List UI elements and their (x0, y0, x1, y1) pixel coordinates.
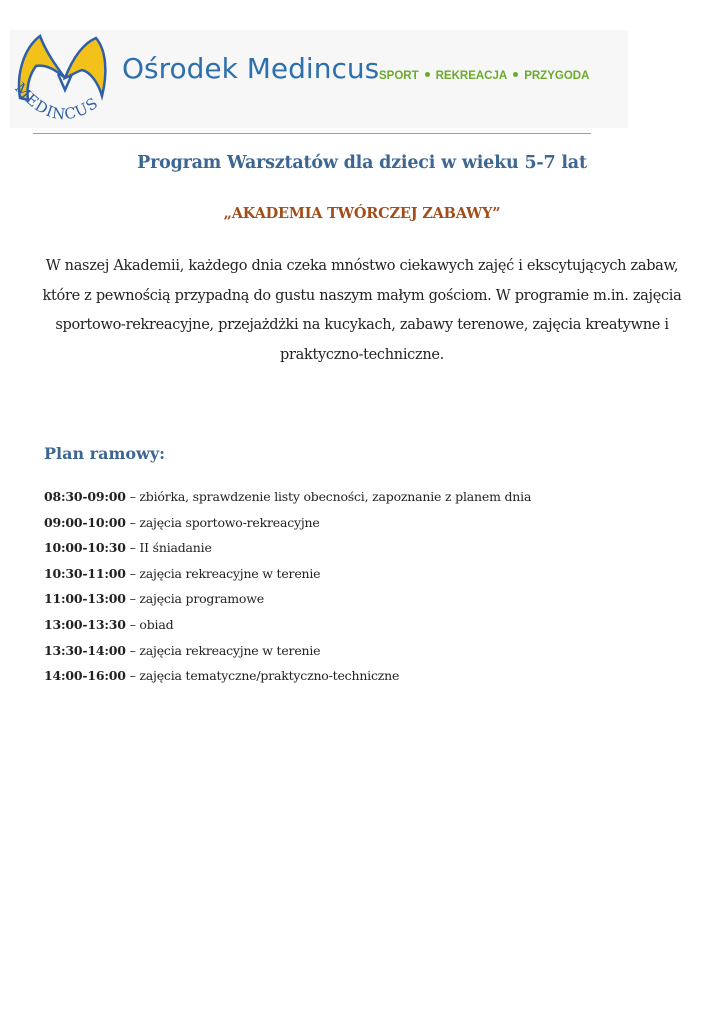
schedule-item (44, 484, 531, 510)
schedule-time: 13:30-14:00 (44, 642, 126, 658)
tagline (379, 70, 589, 82)
schedule-item (44, 535, 531, 561)
schedule-activity: – zajęcia rekreacyjne w terenie (125, 565, 321, 581)
schedule-item (44, 638, 531, 664)
intro-paragraph: W naszej Akademii, każdego dnia czeka mnóstwo ciekawych zajęć i ekscytujących zabaw, które z pewnością przypadną do gustu naszym małym gościom. W programie m.in. zajęcia sportowo-rekreacyjne, przejażdżki na kucykach, zabawy terenowe, zajęcia kreatywne i praktyczno-techniczne. (42, 258, 682, 363)
schedule-activity: – II śniadanie (125, 540, 212, 556)
plan-heading: Plan ramowy: (44, 444, 166, 463)
header-divider (33, 133, 591, 134)
document-title: Program Warsztatów dla dzieci w wieku 5-7 lat (137, 153, 587, 173)
tagline-rekreacja: REKREACJA (435, 70, 508, 82)
bullet-dot-icon (425, 72, 430, 77)
tagline-sport: SPORT (379, 70, 419, 82)
schedule-activity: – obiad (125, 616, 174, 632)
brand-name: Ośrodek Medincus (122, 52, 380, 85)
schedule-activity: – zajęcia programowe (125, 591, 264, 607)
logo-wordmark: MEDINCUS (10, 79, 102, 124)
schedule-time: 09:00-10:00 (44, 514, 126, 530)
schedule-activity: – zajęcia rekreacyjne w terenie (125, 642, 321, 658)
schedule-time: 11:00-13:00 (44, 591, 126, 607)
schedule-activity: – zajęcia sportowo-rekreacyjne (125, 514, 320, 530)
schedule-item (44, 586, 531, 612)
schedule-activity: – zajęcia tematyczne/praktyczno-techniczne (125, 668, 400, 684)
schedule-time: 10:00-10:30 (44, 540, 126, 556)
tagline-przygoda: PRZYGODA (524, 70, 590, 82)
schedule-item (44, 561, 531, 587)
schedule-time: 08:30-09:00 (44, 489, 126, 504)
schedule-time: 13:00-13:30 (44, 616, 126, 632)
medincus-logo (10, 30, 120, 128)
schedule-list (44, 484, 531, 689)
schedule-item (44, 510, 531, 536)
schedule-time: 10:30-11:00 (44, 565, 126, 581)
schedule-item (44, 663, 531, 689)
document-subtitle: „AKADEMIA TWÓRCZEJ ZABAWY” (223, 205, 501, 222)
letterhead (10, 30, 628, 128)
schedule-item (44, 612, 531, 638)
schedule-activity: – zbiórka, sprawdzenie listy obecności, zapoznanie z planem dnia (125, 489, 532, 504)
bullet-dot-icon (513, 72, 518, 77)
svg-text:MEDINCUS (11, 79, 102, 123)
schedule-time: 14:00-16:00 (44, 668, 126, 684)
